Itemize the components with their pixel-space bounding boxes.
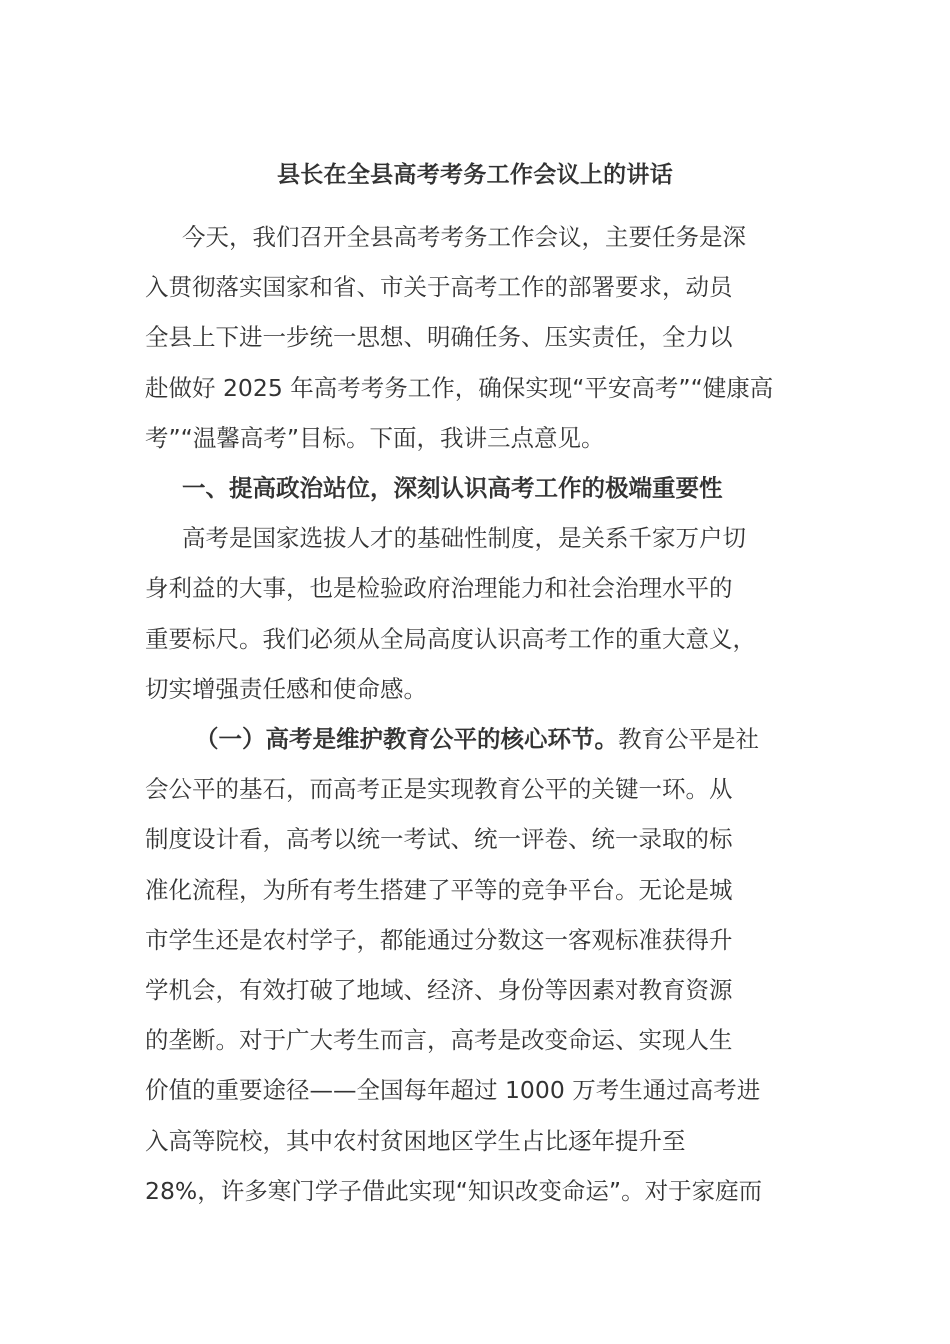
paragraph-line: 会公平的基石，而高考正是实现教育公平的关键一环。从 [145, 775, 733, 804]
document-body [145, 212, 807, 1216]
paragraph-line: 高考是国家选拔人才的基础性制度，是关系千家万户切 [182, 524, 746, 553]
paragraph-line: 入高等院校，其中农村贫困地区学生占比逐年提升至 [145, 1126, 686, 1155]
subsection-text: 教育公平是社 [618, 725, 759, 754]
paragraph-line: 28%，许多寒门学子借此实现“知识改变命运”。对于家庭而 [145, 1176, 763, 1205]
section-heading: 一、提高政治站位，深刻认识高考工作的极端重要性 [182, 474, 723, 503]
paragraph-line: 准化流程，为所有考生搭建了平等的竞争平台。无论是城 [145, 875, 733, 904]
paragraph-line: 考”“温馨高考”目标。下面，我讲三点意见。 [145, 423, 605, 452]
document-title: 县长在全县高考考务工作会议上的讲话 [276, 162, 674, 188]
subsection-heading: （一）高考是维护教育公平的核心环节。 [195, 725, 618, 754]
paragraph-line: 市学生还是农村学子，都能通过分数这一客观标准获得升 [145, 925, 733, 954]
paragraph-line: 学机会，有效打破了地域、经济、身份等因素对教育资源 [145, 976, 733, 1005]
paragraph-line: 切实增强责任感和使命感。 [145, 674, 427, 703]
paragraph-line: 身利益的大事，也是检验政府治理能力和社会治理水平的 [145, 574, 733, 603]
subsection-line [145, 714, 807, 764]
paragraph-line: 全县上下进一步统一思想、明确任务、压实责任，全力以 [145, 323, 733, 352]
paragraph-line: 制度设计看，高考以统一考试、统一评卷、统一录取的标 [145, 825, 733, 854]
paragraph-line: 重要标尺。我们必须从全局高度认识高考工作的重大意义， [145, 624, 756, 653]
paragraph-line: 赴做好 2025 年高考考务工作，确保实现“平安高考”“健康高 [145, 373, 774, 402]
paragraph-line: 价值的重要途径——全国每年超过 1000 万考生通过高考进 [145, 1076, 761, 1105]
paragraph-line: 入贯彻落实国家和省、市关于高考工作的部署要求，动员 [145, 273, 733, 302]
paragraph-line: 的垄断。对于广大考生而言，高考是改变命运、实现人生 [145, 1026, 733, 1055]
paragraph-line: 今天，我们召开全县高考考务工作会议，主要任务是深 [182, 223, 746, 251]
